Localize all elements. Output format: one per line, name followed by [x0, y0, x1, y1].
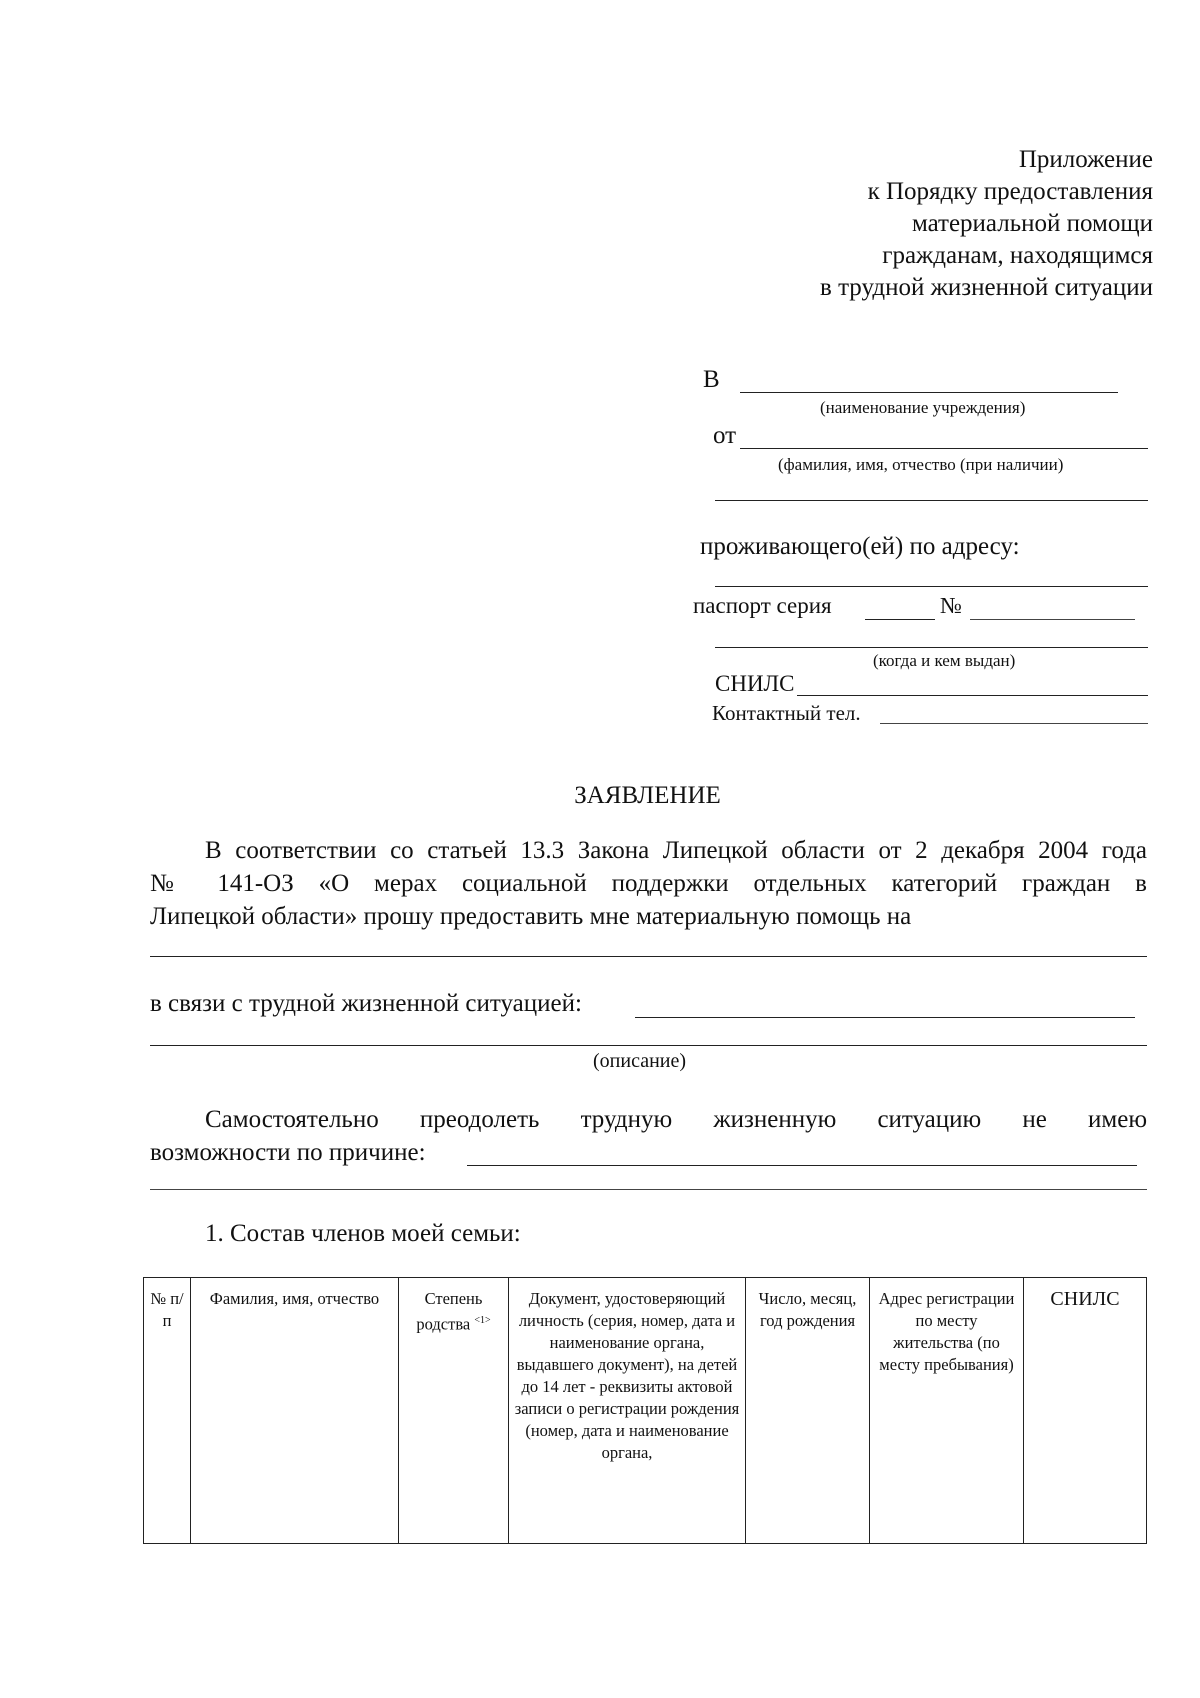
from-prefix: от [713, 422, 737, 449]
phone-field[interactable] [880, 723, 1148, 724]
appendix-line: гражданам, находящимся [882, 242, 1153, 269]
section1-title: 1. Состав членов моей семьи: [205, 1220, 521, 1247]
column-header-snils: СНИЛС [1024, 1278, 1147, 1544]
para1-line3: Липецкой области» прошу предоставить мне материальную помощь на [150, 903, 912, 930]
name-caption: (фамилия, имя, отчество (при наличии) [778, 455, 1064, 474]
institution-field[interactable] [740, 392, 1118, 393]
to-prefix: В [703, 366, 720, 393]
table-header-row [144, 1278, 1147, 1544]
reason-field-2[interactable] [150, 1189, 1147, 1190]
family-members-table [143, 1277, 1147, 1544]
column-header-registration-address: Адрес регистрации по месту жительства (по месту пребывания) [870, 1278, 1024, 1544]
passport-issued-caption: (когда и кем выдан) [873, 651, 1016, 670]
column-header-identity-document: Документ, удостоверяющий личность (серия, номер, дата и наименование органа, выдавшего документ), на детей до 14 лет - реквизиты актовой записи о регистрации рождения (номер, дата и наименование органа, [509, 1278, 746, 1544]
column-header-relationship [399, 1278, 509, 1544]
column-header-full-name: Фамилия, имя, отчество [191, 1278, 399, 1544]
para2-line2-label: возможности по причине: [150, 1139, 426, 1166]
passport-series-label: паспорт серия [693, 593, 832, 618]
institution-caption: (наименование учреждения) [820, 398, 1026, 417]
situation-field[interactable] [635, 1017, 1135, 1018]
passport-number-label: № [940, 593, 962, 618]
assistance-purpose-field[interactable] [150, 956, 1147, 957]
description-caption: (описание) [593, 1050, 687, 1072]
reason-field[interactable] [467, 1165, 1137, 1166]
passport-number-field[interactable] [970, 619, 1135, 620]
para1-line2: № 141-ОЗ «О мерах социальной поддержки отдельных категорий граждан в [150, 870, 1147, 897]
passport-series-field[interactable] [865, 619, 935, 620]
address-field[interactable] [715, 586, 1148, 587]
passport-issued-field[interactable] [715, 647, 1148, 648]
residing-label: проживающего(ей) по адресу: [700, 533, 1020, 560]
footnote-ref: <1> [474, 1315, 491, 1326]
document-title: ЗАЯВЛЕНИЕ [574, 782, 721, 809]
snils-field[interactable] [797, 695, 1148, 696]
para2-line1: Самостоятельно преодолеть трудную жизненную ситуацию не имею [205, 1106, 1147, 1133]
para1-line1: В соответствии со статьей 13.3 Закона Липецкой области от 2 декабря 2004 года [205, 837, 1147, 864]
snils-label: СНИЛС [715, 671, 795, 696]
situation-label: в связи с трудной жизненной ситуацией: [150, 990, 582, 1017]
appendix-line: к Порядку предоставления [867, 178, 1153, 205]
appendix-line: Приложение [1018, 146, 1153, 173]
appendix-header [820, 144, 1153, 304]
applicant-name-field[interactable] [740, 448, 1148, 449]
appendix-line: материальной помощи [911, 210, 1153, 237]
phone-label: Контактный тел. [712, 701, 861, 725]
applicant-name-field-2[interactable] [715, 500, 1148, 501]
appendix-line: в трудной жизненной ситуации [820, 274, 1153, 301]
situation-field-2[interactable] [150, 1045, 1147, 1046]
relationship-label: Степень родства [416, 1289, 483, 1334]
column-header-birth-date: Число, месяц, год рождения [746, 1278, 870, 1544]
column-header-number: № п/п [144, 1278, 191, 1544]
